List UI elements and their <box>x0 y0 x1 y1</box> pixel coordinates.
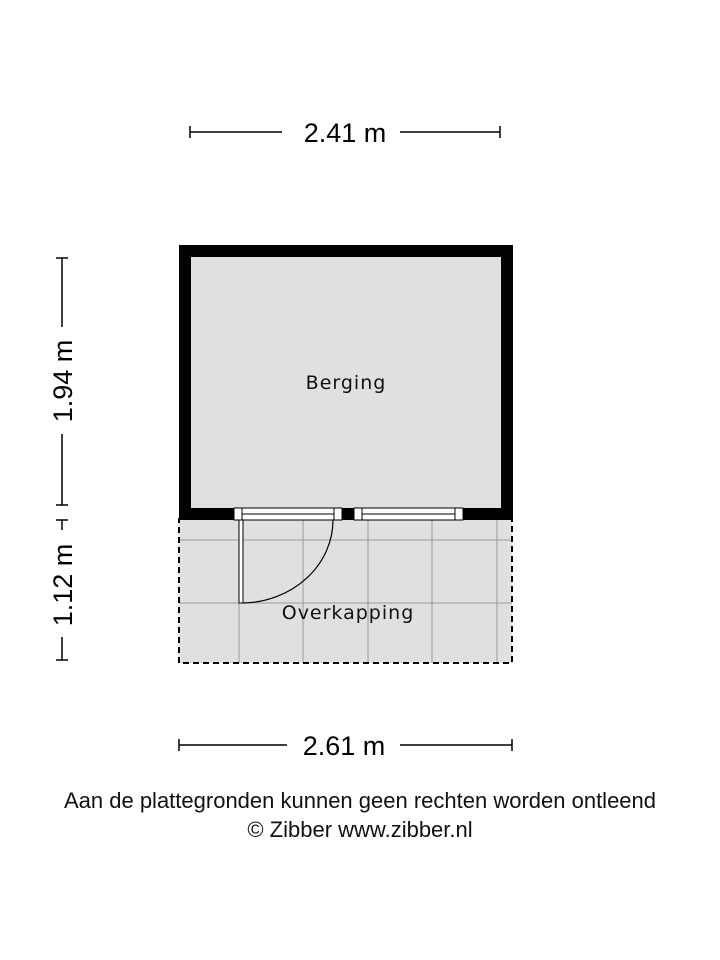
door-post-middle <box>342 508 354 520</box>
room-label-berging: Berging <box>305 372 387 394</box>
copyright-text: © Zibber www.zibber.nl <box>247 817 473 842</box>
wall-bottom-right <box>463 508 513 520</box>
door-frame-left-cap-a <box>234 508 242 520</box>
berging-room <box>179 245 513 520</box>
room-label-overkapping: Overkapping <box>281 602 415 624</box>
dimension-left-lower <box>48 520 78 660</box>
door-leaf <box>239 520 243 603</box>
wall-right <box>501 245 513 520</box>
door-frame-left-cap-b <box>334 508 342 520</box>
window-frame-right-cap-b <box>455 508 463 520</box>
dimension-label-left-lower: 1.12 m <box>48 543 78 627</box>
dimension-label-bottom: 2.61 m <box>302 731 386 761</box>
wall-bottom-left <box>179 508 234 520</box>
window-frame-right-cap-a <box>354 508 362 520</box>
dimension-label-left-upper: 1.94 m <box>48 339 78 423</box>
disclaimer-text: Aan de plattegronden kunnen geen rechten worden ontleend <box>63 788 657 813</box>
dimension-top <box>190 118 500 148</box>
wall-top <box>179 245 513 257</box>
overkapping-area <box>179 519 512 663</box>
overkapping-floor <box>179 519 512 663</box>
dimension-left-upper <box>48 258 78 505</box>
wall-left <box>179 245 191 520</box>
dimension-label-top: 2.41 m <box>303 118 387 148</box>
dimension-bottom <box>179 731 512 761</box>
